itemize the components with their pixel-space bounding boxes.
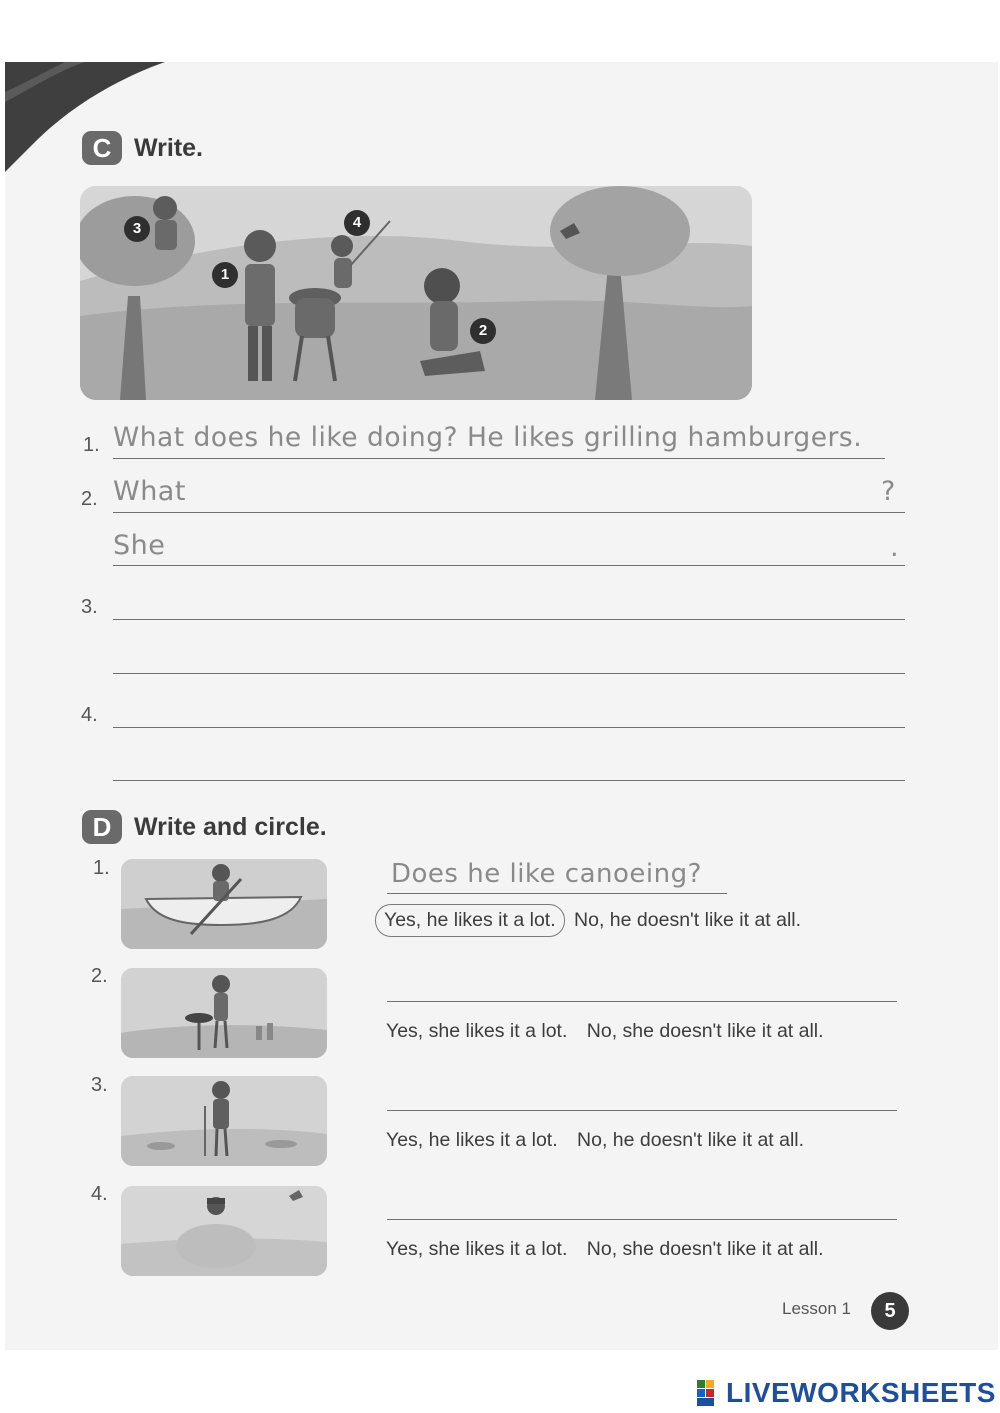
d-item-2-option-yes[interactable]: Yes, she likes it a lot. (386, 1020, 568, 1042)
c-item-2-answer-end: . (890, 532, 900, 563)
c-item-4-line-2[interactable] (113, 780, 905, 781)
c-item-4-number: 4. (81, 704, 98, 726)
c-item-1-line[interactable] (113, 458, 885, 459)
worksheet-page (5, 62, 998, 1350)
activities-scene-illustration (80, 186, 752, 400)
d-item-3-options (386, 1129, 804, 1152)
d-item-4-option-yes[interactable]: Yes, she likes it a lot. (386, 1238, 568, 1260)
d-item-4-line[interactable] (387, 1219, 897, 1220)
c-item-3-line-2[interactable] (113, 673, 905, 674)
d-item-3-line[interactable] (387, 1110, 897, 1111)
d-item-2-option-no[interactable]: No, she doesn't like it at all. (586, 1020, 824, 1042)
scene-marker-1: 1 (212, 262, 238, 288)
d-item-3-option-no[interactable]: No, he doesn't like it at all. (577, 1129, 805, 1151)
d-item-4-number: 4. (91, 1183, 108, 1205)
c-item-1-number: 1. (83, 434, 100, 456)
d-item-4-birdwatching-image (121, 1186, 327, 1276)
d-item-3-option-yes[interactable]: Yes, he likes it a lot. (386, 1129, 558, 1151)
d-item-3-hiking-image (121, 1076, 327, 1166)
c-item-3-number: 3. (81, 596, 98, 618)
scene-marker-2: 2 (470, 318, 496, 344)
d-item-1-question: Does he like canoeing? (391, 859, 702, 889)
scene-marker-4: 4 (344, 210, 370, 236)
d-item-1-options (384, 904, 801, 937)
d-item-1-line[interactable] (387, 893, 727, 894)
c-item-1-answer: What does he like doing? He likes grilling hamburgers. (113, 422, 863, 453)
section-d-title: Write and circle. (134, 813, 327, 841)
c-item-2-answer-start: She (113, 530, 166, 561)
liveworksheets-text: LIVEWORKSHEETS (726, 1377, 996, 1408)
page-number: 5 (871, 1292, 909, 1330)
d-item-1-option-yes[interactable]: Yes, he likes it a lot. (375, 904, 565, 937)
d-item-1-option-no[interactable]: No, he doesn't like it at all. (574, 909, 802, 931)
section-d-badge: D (82, 810, 122, 844)
c-item-4-line-1[interactable] (113, 727, 905, 728)
d-item-2-options (386, 1020, 824, 1043)
lesson-label: Lesson 1 (782, 1299, 851, 1318)
c-item-2-answer-line[interactable] (113, 565, 905, 566)
d-item-4-option-no[interactable]: No, she doesn't like it at all. (586, 1238, 824, 1260)
c-item-3-line-1[interactable] (113, 619, 905, 620)
liveworksheets-logo-icon (697, 1380, 723, 1406)
d-item-1-canoe-image (121, 859, 327, 949)
park-scene-image (80, 186, 752, 400)
c-item-2-question-end: ? (881, 476, 896, 507)
section-c-title: Write. (134, 134, 203, 162)
c-item-2-question-line[interactable] (113, 512, 905, 513)
c-item-2-number: 2. (81, 488, 98, 510)
d-item-4-options (386, 1238, 824, 1261)
scene-marker-3: 3 (124, 216, 150, 242)
c-item-2-question-start: What (113, 476, 186, 507)
liveworksheets-watermark (697, 1378, 996, 1408)
d-item-2-grilling-image (121, 968, 327, 1058)
d-item-1-number: 1. (93, 857, 110, 879)
d-item-2-line[interactable] (387, 1001, 897, 1002)
section-c-badge: C (82, 131, 122, 165)
d-item-3-number: 3. (91, 1074, 108, 1096)
d-item-2-number: 2. (91, 965, 108, 987)
